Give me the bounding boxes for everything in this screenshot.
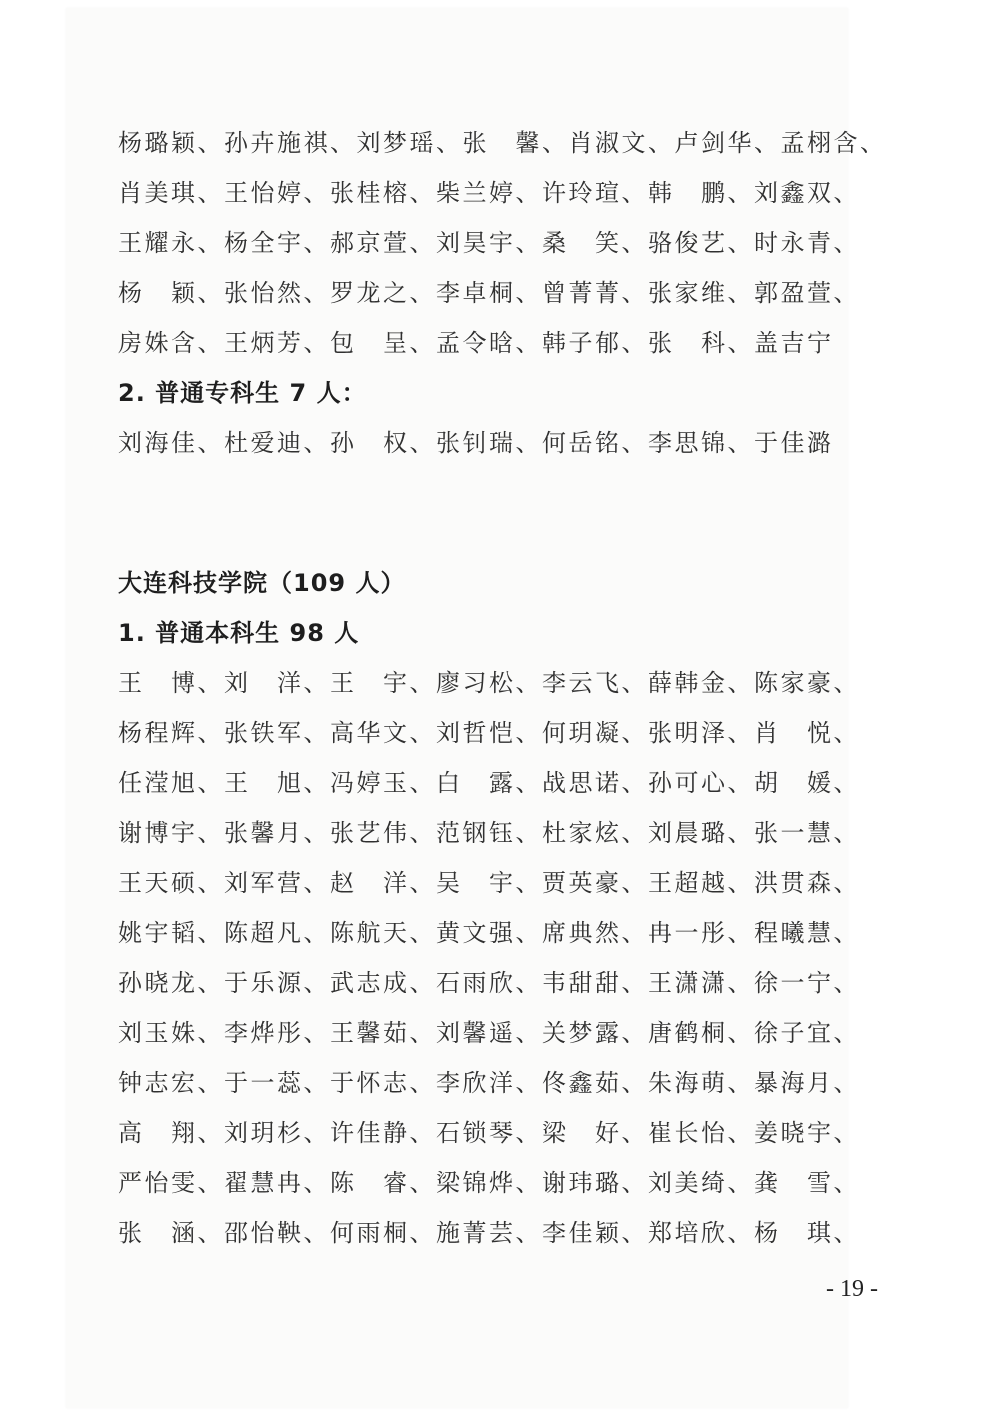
sub-heading-undergraduate: 1. 普通本科生 98 人 (118, 619, 360, 647)
name-list-line: 严怡雯、翟慧冉、陈 睿、梁锦烨、谢玮璐、刘美绮、龚 雪、 (118, 1169, 860, 1197)
page-number: - 19 - (826, 1276, 878, 1302)
name-list-line: 姚宇韬、陈超凡、陈航天、黄文强、席典然、冉一彤、程曦慧、 (118, 919, 860, 947)
name-list-line: 任滢旭、王 旭、冯婷玉、白 露、战思诺、孙可心、胡 媛、 (118, 769, 860, 797)
name-list-line: 房姝含、王炳芳、包 呈、孟令晗、韩子郁、张 科、盖吉宁 (118, 329, 834, 357)
name-list-line: 刘玉姝、李烨彤、王馨茹、刘馨遥、关梦露、唐鹤桐、徐子宜、 (118, 1019, 860, 1047)
name-list-line: 杨 颖、张怡然、罗龙之、李卓桐、曾菁菁、张家维、郭盈萱、 (118, 279, 860, 307)
name-list-line: 钟志宏、于一蕊、于怀志、李欣洋、佟鑫茹、朱海萌、暴海月、 (118, 1069, 860, 1097)
name-list-line: 王天硕、刘军营、赵 洋、吴 宇、贾英豪、王超越、洪贯森、 (118, 869, 860, 897)
sub-heading-junior-college: 2. 普通专科生 7 人： (118, 379, 367, 407)
name-list-line: 谢博宇、张馨月、张艺伟、范钢钰、杜家炫、刘晨璐、张一慧、 (118, 819, 860, 847)
name-list-line: 杨璐颖、孙卉施祺、刘梦瑶、张 馨、肖淑文、卢剑华、孟栩含、 (118, 129, 887, 157)
name-list-line: 张 涵、邵怡鞅、何雨桐、施菁芸、李佳颖、郑培欣、杨 琪、 (118, 1219, 860, 1247)
name-list-line: 高 翔、刘玥杉、许佳静、石锁琴、梁 好、崔长怡、姜晓宇、 (118, 1119, 860, 1147)
name-list-line: 孙晓龙、于乐源、武志成、石雨欣、韦甜甜、王潇潇、徐一宁、 (118, 969, 860, 997)
name-list-line: 王 博、刘 洋、王 宇、廖习松、李云飞、薛韩金、陈家豪、 (118, 669, 860, 697)
section-title: 大连科技学院（109 人） (118, 569, 406, 597)
name-list-line: 刘海佳、杜爱迪、孙 权、张钊瑞、何岳铭、李思锦、于佳潞 (118, 429, 834, 457)
name-list-line: 王耀永、杨全宇、郝京萱、刘昊宇、桑 笑、骆俊艺、时永青、 (118, 229, 860, 257)
name-list-line: 肖美琪、王怡婷、张桂榕、柴兰婷、许玲瑄、韩 鹏、刘鑫双、 (118, 179, 860, 207)
name-list-line: 杨程辉、张铁军、高华文、刘哲恺、何玥凝、张明泽、肖 悦、 (118, 719, 860, 747)
